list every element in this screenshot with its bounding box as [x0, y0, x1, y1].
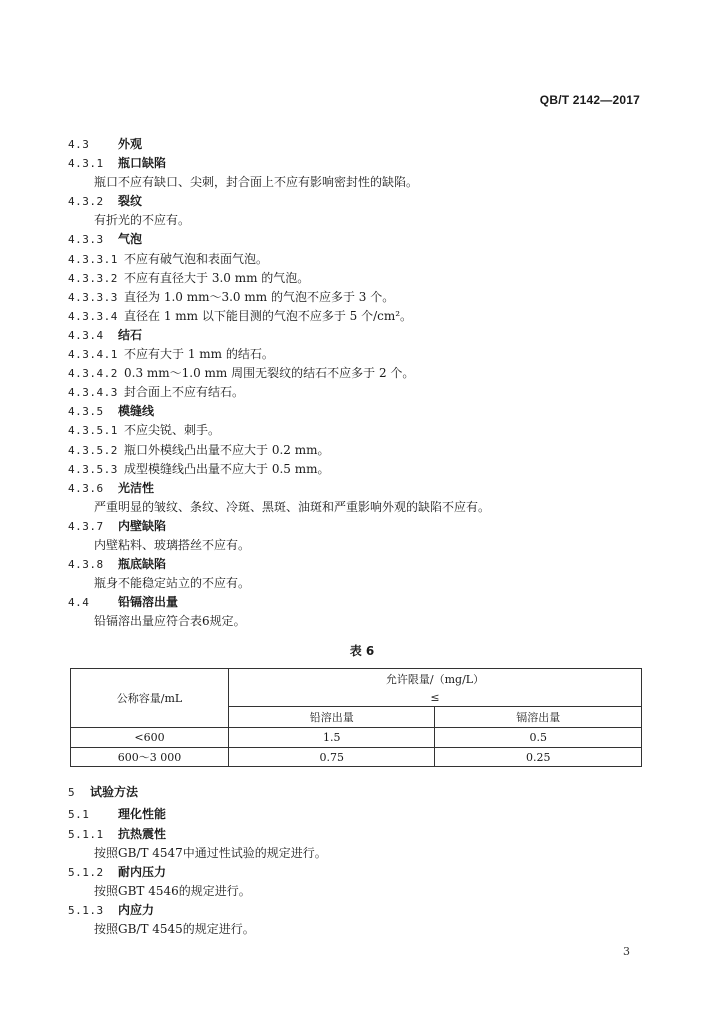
clause-body: 按照GB/T 4545的规定进行。 [94, 922, 255, 937]
clause-line: 4.3.4.3 封合面上不应有结石。 [68, 385, 245, 400]
clause-line: 4.3.2 裂纹 [68, 194, 143, 209]
cadmium-cell: 0.5 [435, 728, 642, 748]
capacity-cell: <600 [71, 728, 229, 748]
table-row [71, 728, 642, 748]
limits-table [70, 668, 642, 767]
page-number: 3 [623, 945, 630, 958]
clause-line: 4.3.5.2 瓶口外模线凸出量不应大于 0.2 mm。 [68, 442, 330, 457]
table-header-row [71, 669, 642, 689]
clause-line: 5.1.3 内应力 [68, 903, 155, 918]
clause-line: 4.3.8 瓶底缺陷 [68, 557, 167, 572]
clause-body: 瓶身不能稳定站立的不应有。 [94, 576, 251, 591]
clause-line: 4.4 铅镉溶出量 [68, 595, 179, 610]
clause-body: 按照GB/T 4547中通过性试验的规定进行。 [94, 846, 327, 861]
clause-body: 铅镉溶出量应符合表6规定。 [94, 614, 246, 629]
cadmium-cell: 0.25 [435, 748, 642, 767]
clause-line: 4.3.5 模缝线 [68, 404, 155, 419]
clause-line: 5.1.1 抗热震性 [68, 827, 167, 841]
clause-line: 4.3.3.4 直径在 1 mm 以下能目测的气泡不应多于 5 个/cm²。 [68, 308, 413, 323]
limit-header: 允许限量/（mg/L） [229, 669, 642, 689]
clause-body: 按照GBT 4546的规定进行。 [94, 884, 251, 899]
clause-line: 5.1.2 耐内压力 [68, 865, 167, 880]
clause-line: 4.3.3.1 不应有破气泡和表面气泡。 [68, 251, 269, 266]
clause-line: 4.3.4.1 不应有大于 1 mm 的结石。 [68, 347, 274, 362]
capacity-header: 公称容量/mL [71, 669, 229, 728]
clause-line: 4.3.6 光洁性 [68, 480, 155, 495]
lead-header: 铅溶出量 [229, 707, 435, 728]
clause-body: 严重明显的皱纹、条纹、冷斑、黑斑、油斑和严重影响外观的缺陷不应有。 [94, 499, 491, 514]
clause-body: 瓶口不应有缺口、尖刺，封合面上不应有影响密封性的缺陷。 [94, 175, 419, 190]
document-code: QB/T 2142—2017 [539, 93, 640, 107]
lead-cell: 0.75 [229, 748, 435, 767]
table-row [71, 748, 642, 767]
clause-line: 4.3.5.1 不应尖锐、刺手。 [68, 423, 221, 438]
cadmium-header: 镉溶出量 [435, 707, 642, 728]
lead-cell: 1.5 [229, 728, 435, 748]
section-4-content [68, 135, 648, 631]
clause-body: 内壁粘料、玻璃搭丝不应有。 [94, 537, 251, 552]
clause-line: 4.3.5.3 成型模缝线凸出量不应大于 0.5 mm。 [68, 461, 330, 476]
clause-line: 4.3.1 瓶口缺陷 [68, 156, 167, 171]
section-heading: 5 试验方法 [68, 785, 139, 799]
clause-line: 4.3.3 气泡 [68, 232, 143, 247]
clause-line: 5.1 理化性能 [68, 807, 167, 821]
clause-line: 4.3.3.3 直径为 1.0 mm～3.0 mm 的气泡不应多于 3 个。 [68, 289, 395, 304]
capacity-cell: 600～3 000 [71, 748, 229, 767]
clause-body: 有折光的不应有。 [94, 213, 191, 228]
clause-line: 4.3.7 内壁缺陷 [68, 518, 167, 533]
table-title: 表 6 [349, 644, 375, 658]
clause-line: 4.3 外观 [68, 137, 143, 151]
clause-line: 4.3.4.2 0.3 mm～1.0 mm 周围无裂纹的结石不应多于 2 个。 [68, 366, 415, 381]
clause-line: 4.3.4 结石 [68, 327, 143, 342]
clause-line: 4.3.3.2 不应有直径大于 3.0 mm 的气泡。 [68, 270, 310, 285]
section-5-content [68, 781, 648, 940]
limit-symbol: ≤ [229, 688, 642, 707]
